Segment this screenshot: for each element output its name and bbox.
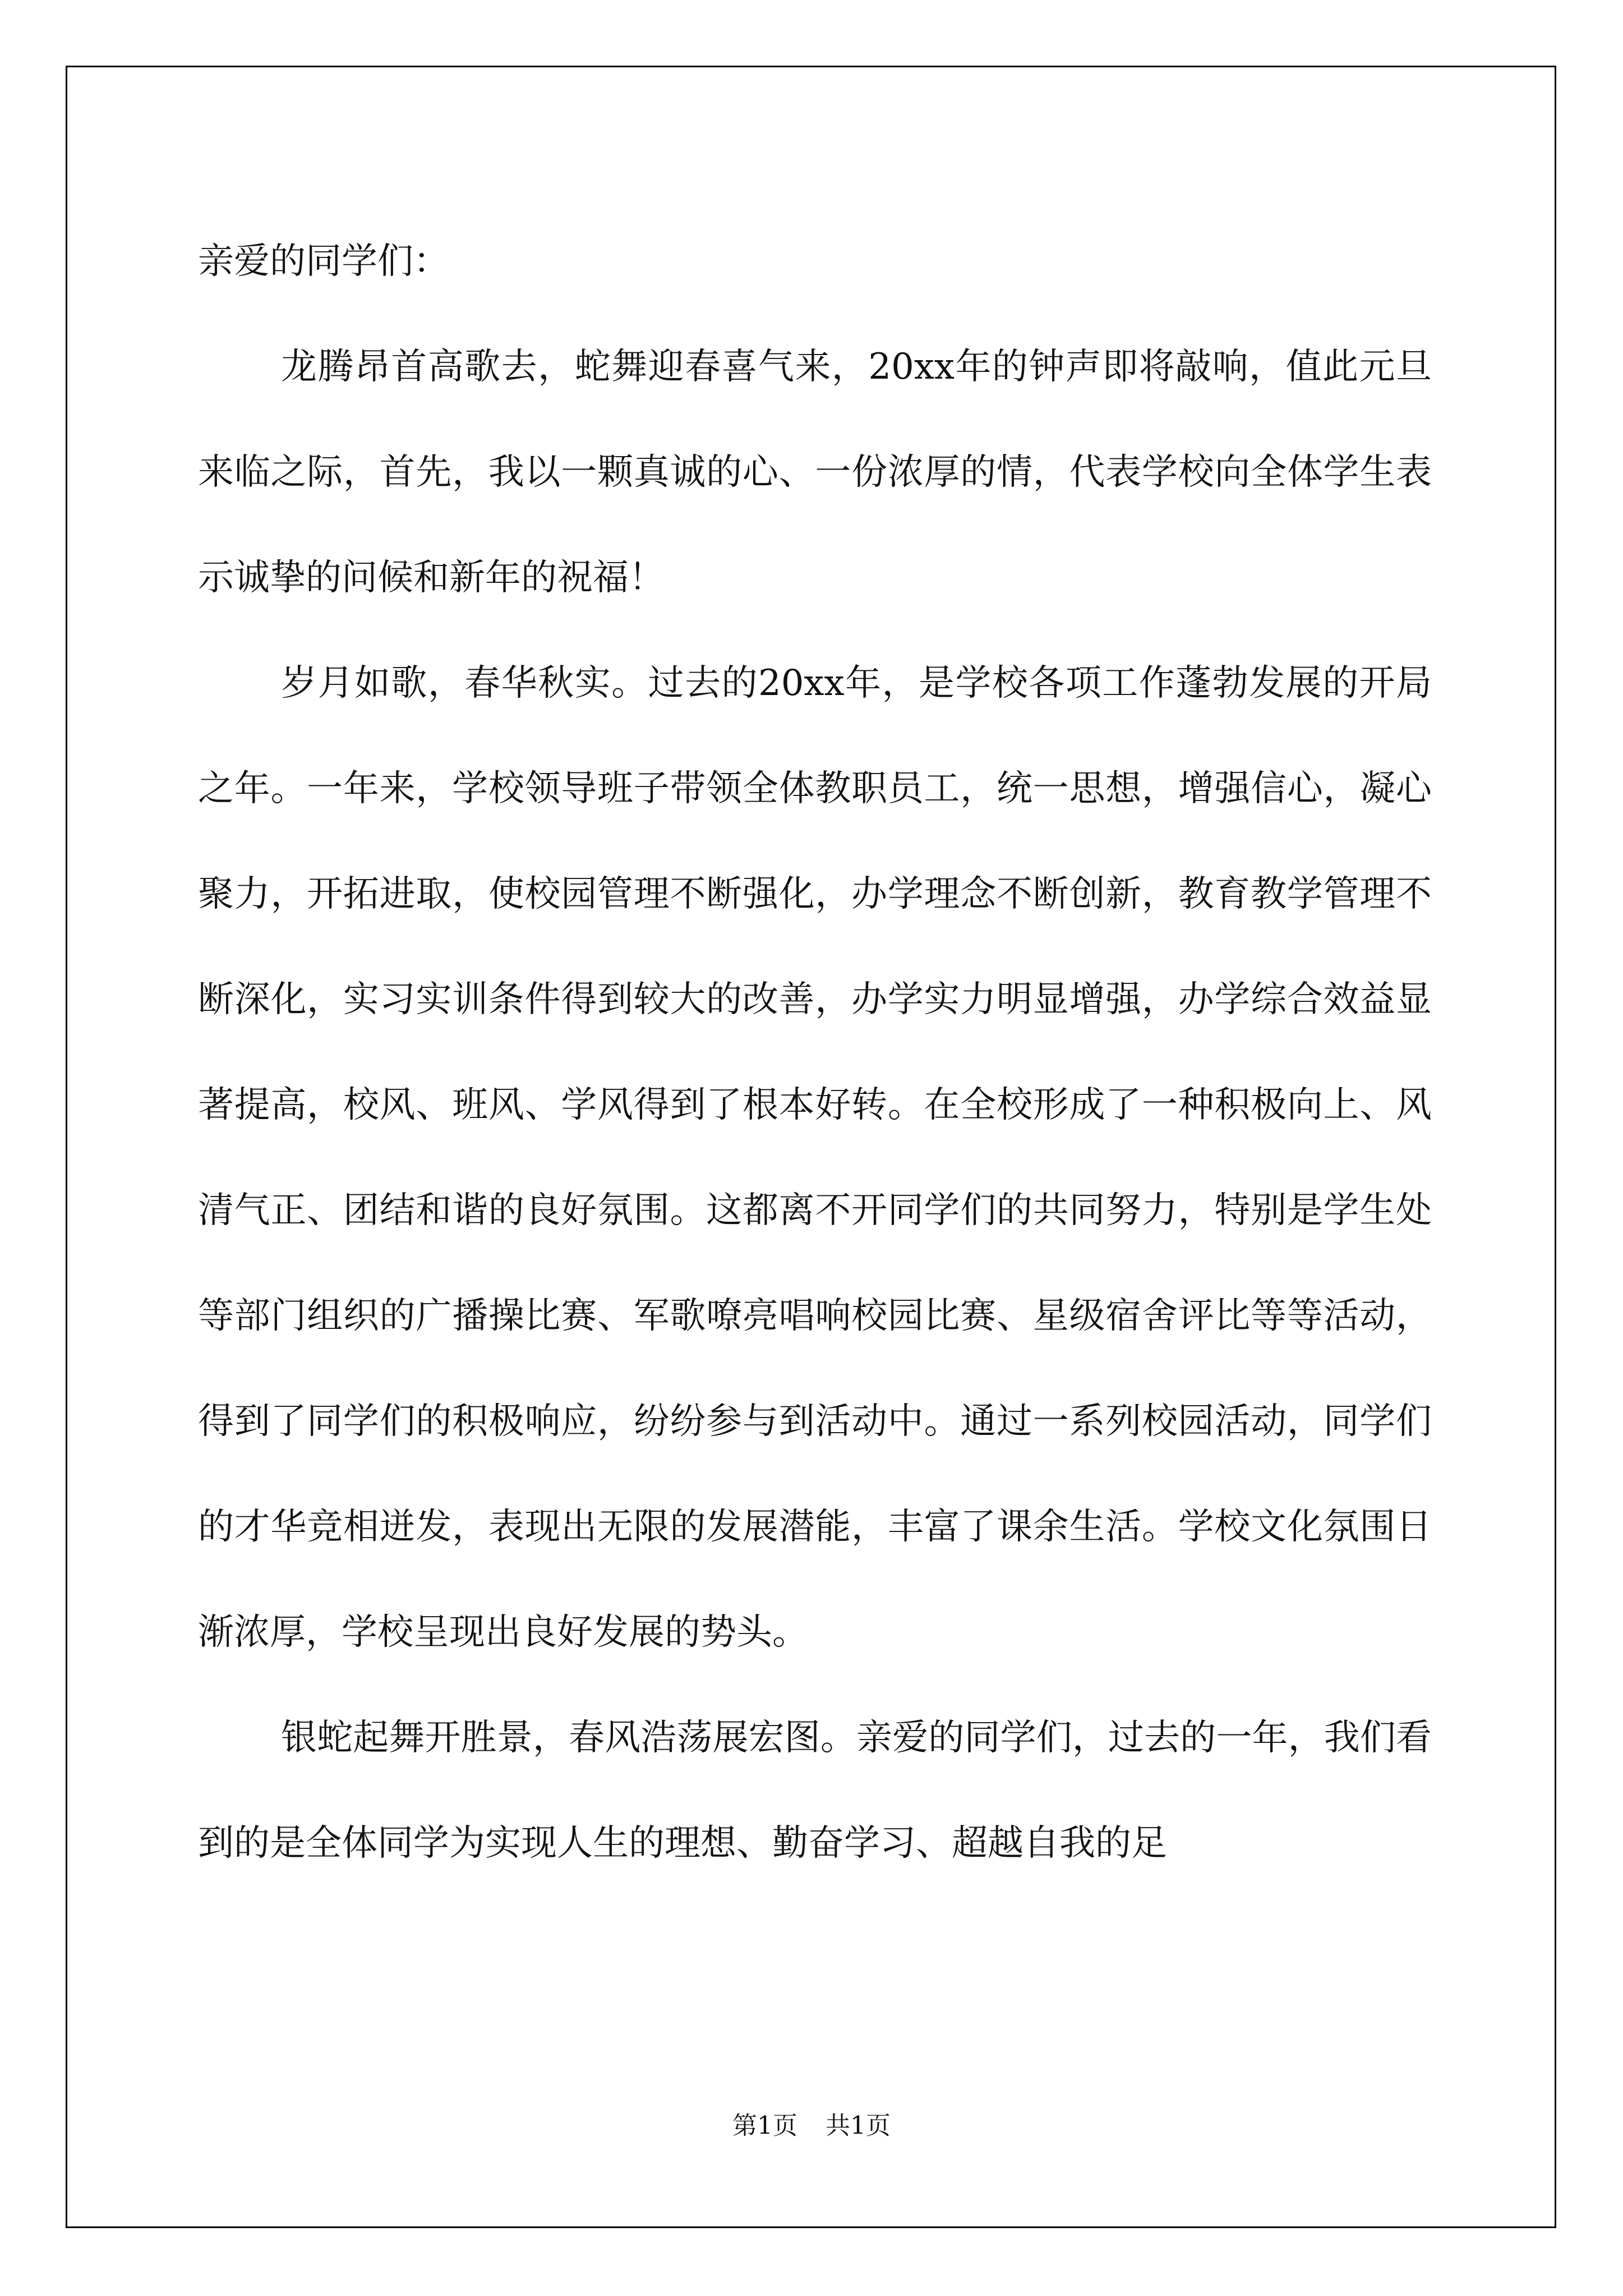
paragraph-3: 银蛇起舞开胜景，春风浩荡展宏图。亲爱的同学们，过去的一年，我们看到的是全体同学为实现人生的理想、勤奋学习、超越自我的足 — [198, 1717, 1432, 1864]
document-body — [198, 209, 1432, 1896]
page-number-current: 第1页 — [732, 2111, 797, 2140]
salutation: 亲爱的同学们： — [198, 241, 449, 282]
page-number-total: 共1页 — [826, 2111, 891, 2140]
paragraph-2: 岁月如歌，春华秋实。过去的20xx年，是学校各项工作蓬勃发展的开局之年。一年来，学校领导班子带领全体教职员工，统一思想，增强信心，凝心聚力，开拓进取，使校园管理不断强化，办学理念不断创新，教育教学管理不断深化，实习实训条件得到较大的改善，办学实力明显增强，办学综合效益显著提高，校风、班风、学风得到了根本好转。在全校形成了一种积极向上、风清气正、团结和谐的良好氛围。这都离不开同学们的共同努力，特别是学生处等部门组织的广播操比赛、军歌嘹亮唱响校园比赛、星级宿舍评比等等活动，得到了同学们的积极响应，纷纷参与到活动中。通过一系列校园活动，同学们的才华竞相迸发，表现出无限的发展潜能，丰富了课余生活。学校文化氛围日渐浓厚，学校呈现出良好发展的势头。 — [198, 662, 1432, 1653]
page-footer — [0, 2109, 1623, 2143]
paragraph-1: 龙腾昂首高歌去，蛇舞迎春喜气来，20xx年的钟声即将敲响，值此元旦来临之际，首先，我以一颗真诚的心、一份浓厚的情，代表学校向全体学生表示诚挚的问候和新年的祝福！ — [198, 346, 1432, 599]
